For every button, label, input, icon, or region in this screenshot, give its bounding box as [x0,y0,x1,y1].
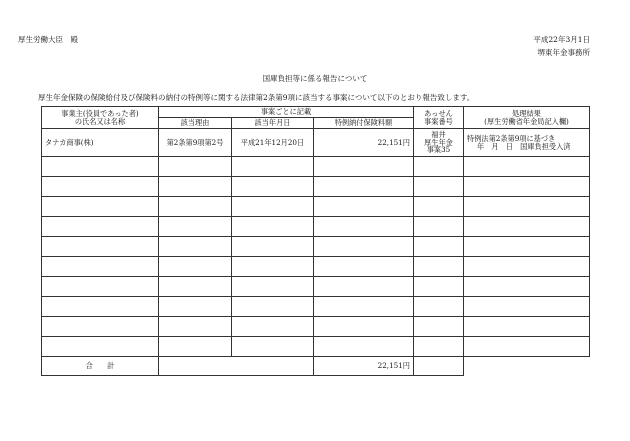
assen-cell: 福井 厚生年金 事案35 [414,129,464,157]
table-row [42,217,590,237]
office-name: 堺東年金事務所 [537,48,590,57]
intro-text: 厚生年金保険の保険給付及び保険料の納付の特例等に関する法律第2条第9項に該当する事案について以下のとおり報告致します。 [38,93,475,102]
total-row [42,357,590,376]
total-label: 合 計 [42,357,159,376]
date-cell: 平成21年12月20日 [232,129,314,157]
header-date: 該当年月日 [232,118,314,129]
header-employer: 事業主(役員であった者) の氏名又は名称 [42,107,159,129]
header-assen: あっせん 事案番号 [414,107,464,129]
amount-cell: 22,151円 [314,129,414,157]
table-row [42,129,590,157]
table-row [42,257,590,277]
result-cell: 特例法第2条第9項に基づき 年 月 日 国庫負担受入済 [464,129,590,157]
table-row [42,277,590,297]
table-row [42,197,590,217]
table-row [42,337,590,357]
report-date: 平成22年3月1日 [533,35,590,44]
addressee: 厚生労働大臣 殿 [18,35,78,44]
document-title: 国庫負担等に係る報告について [262,74,368,83]
table-row [42,177,590,197]
report-table [41,106,590,376]
header-reason: 該当理由 [159,118,232,129]
table-row [42,297,590,317]
total-amount: 22,151円 [314,357,414,376]
header-result: 処理結果 (厚生労働省年金局記入欄) [464,107,590,129]
header-group: 事案ごとに記載 [159,107,414,118]
employer-cell: タナカ商事(株) [42,129,159,157]
reason-cell: 第2条第9項第2号 [159,129,232,157]
table-row [42,237,590,257]
table-row [42,317,590,337]
table-row [42,157,590,177]
header-amount: 特例納付保険料額 [314,118,414,129]
